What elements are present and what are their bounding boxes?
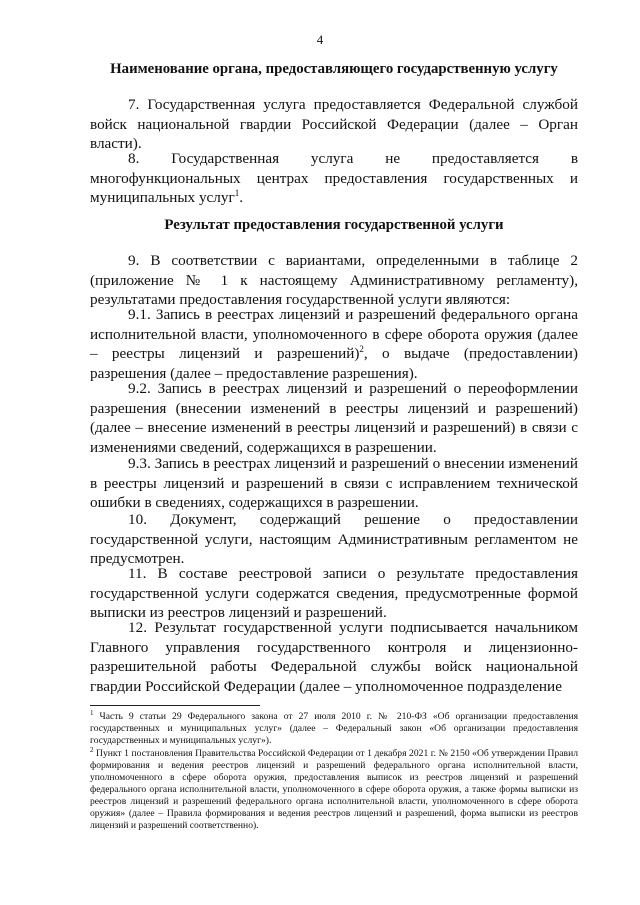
paragraph-7: 7. Государственная услуга предоставляется Федеральной службой войск национальной гвардии Российской Федерации (далее – Орган власти).	[90, 96, 578, 153]
footnote-2	[90, 748, 578, 832]
paragraph-9-3: 9.3. Запись в реестрах лицензий и разрешений о внесении изменений в реестры лицензий и разрешений в связи с исправлением технической ошибки в сведениях, содержащихся в разрешении.	[90, 455, 578, 512]
footnote-1	[90, 711, 578, 747]
heading-result: Результат предоставления государственной услуги	[164, 217, 504, 233]
paragraph-11: 11. В составе реестровой записи о результате предоставления государственной услуги содержатся сведения, предусмотренные формой выписки из реестров лицензий и разрешений.	[90, 565, 578, 622]
footnote-2-marker: 2	[90, 746, 94, 754]
footnote-2-text: Пункт 1 постановления Правительства Российской Федерации от 1 декабря 2021 г. № 2150 «Об утверждении Правил формирования и ведения реестров лицензий и разрешений федерального органа исполнительной власти, уполномоченного в сфере оборота оружия, предоставления выписок из реестров лицензий и разрешений федерального органа исполнительной власти, уполномоченного в сфере оборота оружия, а также формы выписки из реестров лицензий и разрешений федерального органа исполнительной власти, уполномоченного в сфере оборота оружия» (далее – Правила формирования и ведения реестров лицензий и разрешений, форма выписки из реестров лицензий и разрешений соответственно).	[90, 748, 578, 831]
paragraph-8	[90, 149, 578, 208]
paragraph-12: 12. Результат государственной услуги подписывается начальником Главного управления государственного контроля и лицензионно-разрешительной работы Федеральной службы войск национальной гвардии Российской Федерации (далее – уполномоченное подразделение	[90, 619, 578, 695]
paragraph-8-text: 8. Государственная услуга не предоставляется в многофункциональных центрах предоставления государственных и муниципальных услуг	[90, 150, 578, 207]
paragraph-8-tail: .	[239, 189, 243, 207]
footnote-1-text: Часть 9 статьи 29 Федерального закона от 27 июля 2010 г. № 210-ФЗ «Об организации предоставления государственных и муниципальных услуг» (далее – Федеральный закон «Об организации предоставления государственных и муниципальных услуг»).	[90, 711, 578, 746]
footnote-ref-1: 1	[234, 188, 240, 199]
paragraph-9-1-text-b: , о выдаче (предоставлении) разрешения (далее – предоставление разрешения).	[90, 345, 578, 382]
paragraph-9-2: 9.2. Запись в реестрах лицензий и разрешений о переоформлении разрешения (внесении изменений в реестры лицензий и разрешений) (далее – внесение изменений в реестры лицензий и разрешений) в связи с изменениями сведений, содержащихся в разрешении.	[90, 380, 578, 456]
paragraph-9-1-text-a: 9.1. Запись в реестрах лицензий и разрешений федерального органа исполнительной власти, уполномоченного в сфере оборота оружия (далее – реестры лицензий и разрешений)	[90, 306, 578, 363]
page-number: 4	[316, 32, 324, 47]
paragraph-10: 10. Документ, содержащий решение о предоставлении государственной услуги, настоящим Административным регламентом не предусмотрен.	[90, 511, 578, 568]
paragraph-9: 9. В соответствии с вариантами, определенными в таблице 2 (приложение № 1 к настоящему Административному регламенту), результатами предоставления государственной услуги являются:	[90, 252, 578, 309]
heading-organ: Наименование органа, предоставляющего государственную услугу	[110, 61, 558, 77]
paragraph-9-1	[90, 305, 578, 383]
footnote-ref-2: 2	[359, 344, 364, 355]
footnote-divider	[90, 705, 260, 706]
footnote-1-marker: 1	[90, 709, 94, 717]
